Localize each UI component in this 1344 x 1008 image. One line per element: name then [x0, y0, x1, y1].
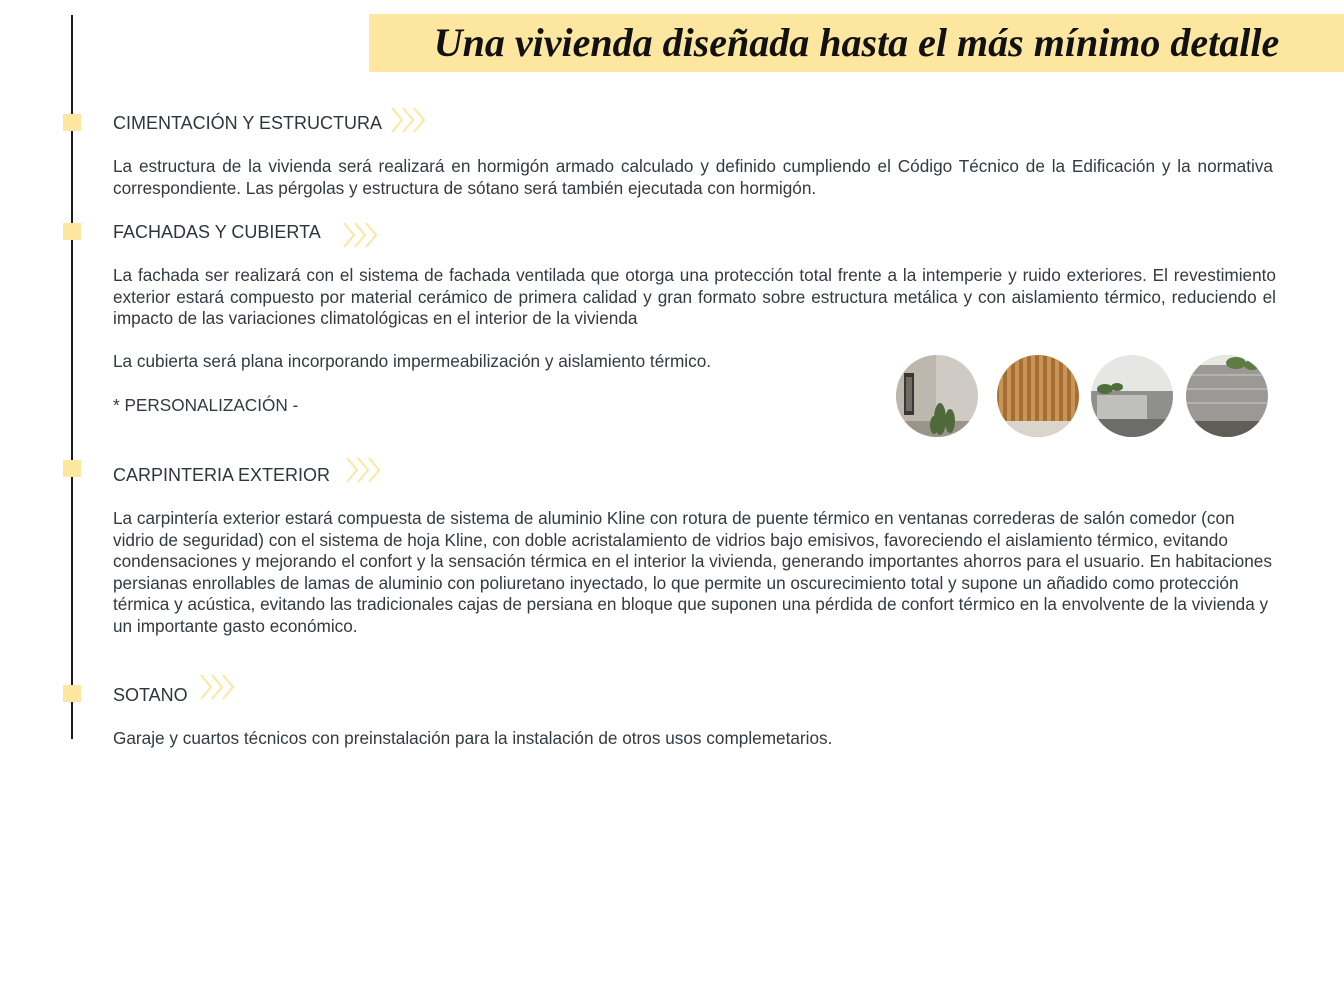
chevrons-icon	[341, 220, 381, 250]
section-heading-sotano: SOTANO	[113, 685, 188, 705]
section-marker	[63, 685, 81, 702]
title-band-text-wrap	[369, 14, 1344, 72]
page-title: Una vivienda diseñada hasta el más mínimo detalle	[433, 20, 1280, 65]
section-heading-carpinteria: CARPINTERIA EXTERIOR	[113, 465, 331, 485]
material-sample-concrete-facade-image	[1186, 355, 1268, 437]
section-paragraph: La estructura de la vivienda será realizará en hormigón armado calculado y definido cumpliendo el Código Técnico de la Edificación y la normativa correspondiente. Las pérgolas y estructura de sótano será también ejecutada con hormigón.	[113, 156, 1273, 198]
section-marker	[63, 114, 81, 131]
chevrons-icon	[198, 672, 238, 702]
section-marker	[63, 223, 81, 240]
material-sample-wood-image	[997, 355, 1079, 437]
personalizacion-note: * PERSONALIZACIÓN -	[113, 395, 299, 415]
section-paragraph: La fachada ser realizará con el sistema de fachada ventilada que otorga una protección total frente a la intemperie y ruido exteriores. El revestimiento exterior estará compuesto por material cerámico de primera calidad y gran formato sobre estructura metálica y con aislamiento térmico, reduciendo el impacto de las variaciones climatológicas en el interior de la vivienda	[113, 265, 1276, 329]
section-paragraph: Garaje y cuartos técnicos con preinstalación para la instalación de otros usos complemetarios.	[113, 728, 833, 748]
chevrons-icon	[344, 455, 384, 485]
section-heading-cimentacion: CIMENTACIÓN Y ESTRUCTURA	[113, 113, 383, 133]
section-paragraph: La cubierta será plana incorporando impermeabilización y aislamiento térmico.	[113, 351, 712, 371]
section-heading-fachadas: FACHADAS Y CUBIERTA	[113, 222, 321, 242]
section-paragraph: La carpintería exterior estará compuesta de sistema de aluminio Kline con rotura de puente térmico en ventanas correderas de salón comedor (con vidrio de seguridad) con el sistema de hoja Kline, con doble acristalamiento de vidrios bajo emisivos, favoreciendo el aislamiento térmico, evitando condensaciones y mejorando el confort y la sensación térmica en el interior la vivienda, generando importantes ahorros para el usuario. En habitaciones persianas enrollables de lamas de aluminio con poliuretano inyectado, lo que permite un oscurecimiento total y supone un añadido como protección térmica y acústica, evitando las tradicionales cajas de persiana en bloque que suponen una pérdida de confort térmico en la envolvente de la vivienda y un importante gasto económico.	[113, 508, 1272, 636]
section-marker	[63, 460, 81, 477]
material-sample-concrete-terrace-image	[1091, 355, 1173, 437]
material-sample-stone-image	[896, 355, 978, 437]
chevrons-icon	[389, 105, 429, 135]
